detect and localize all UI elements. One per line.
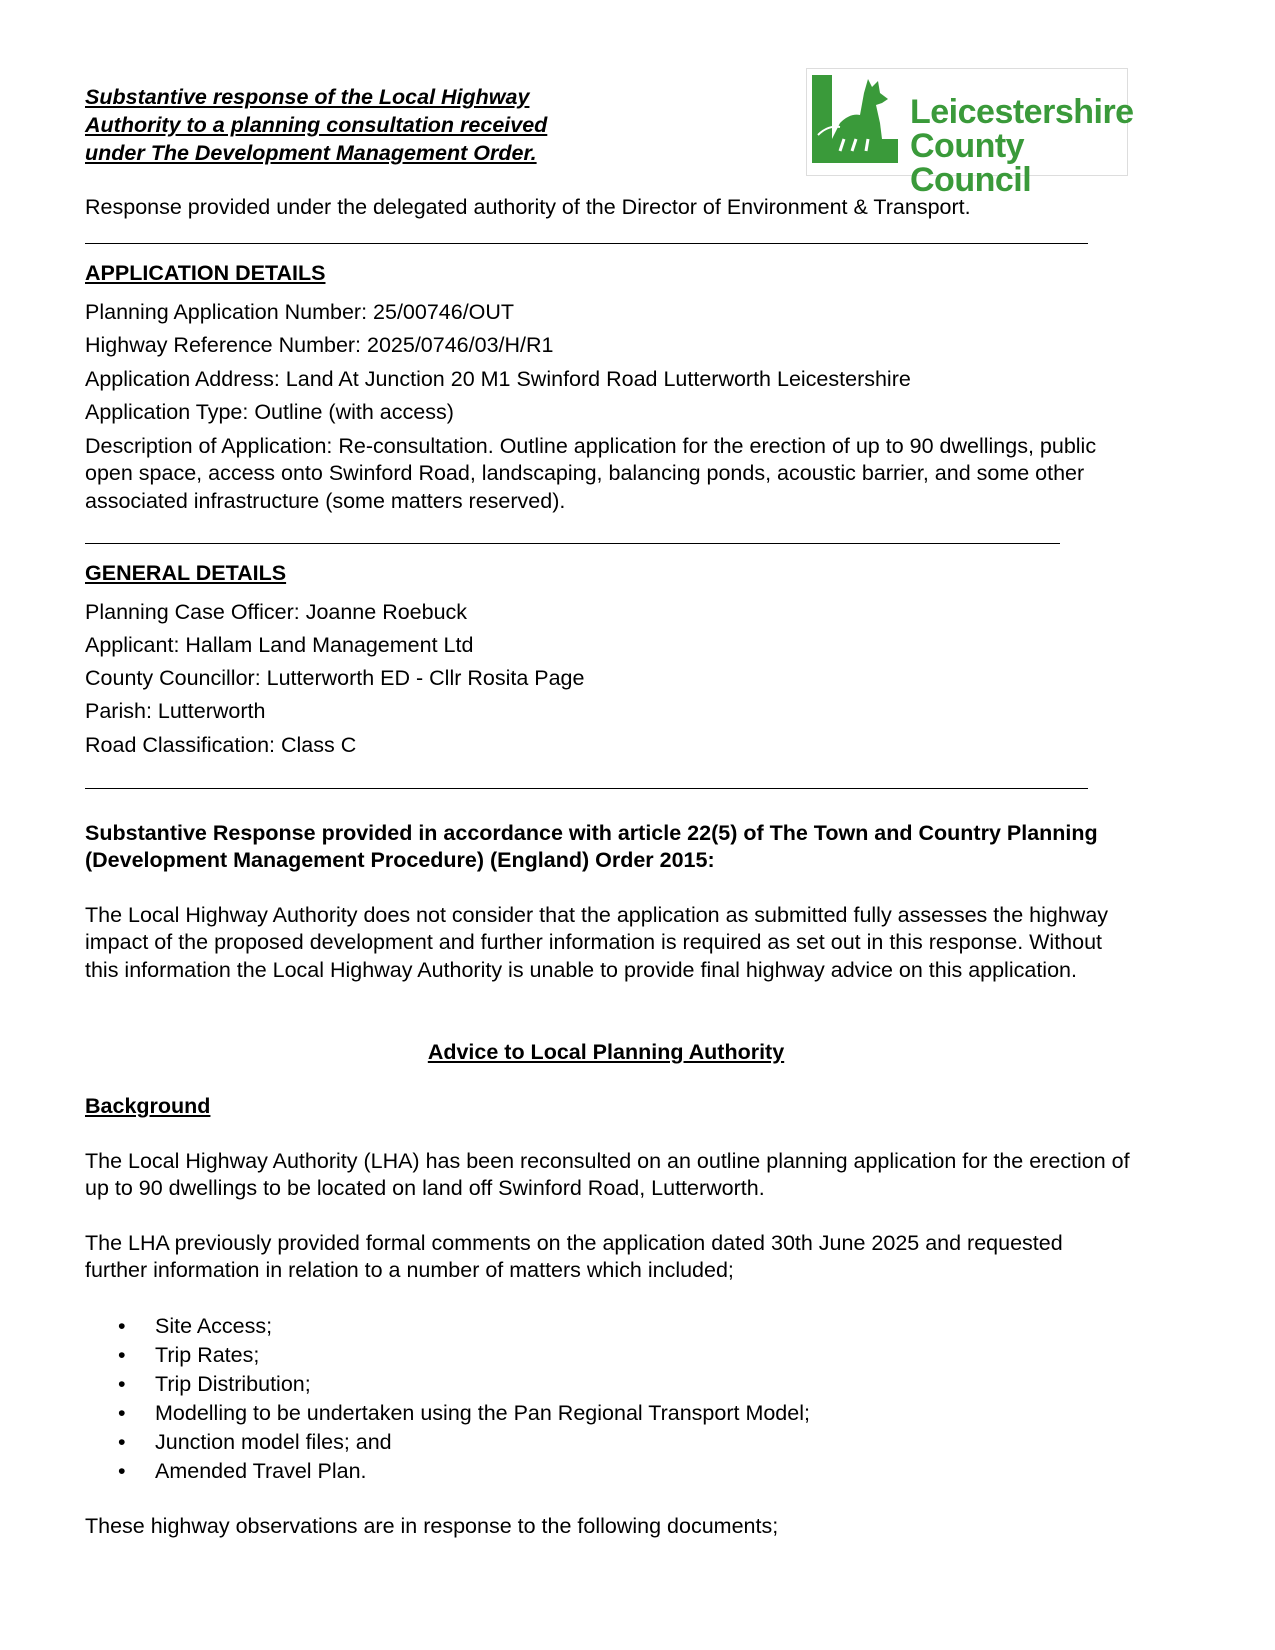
list-item: • Amended Travel Plan. — [85, 1457, 810, 1486]
list-item: • Junction model files; and — [85, 1428, 810, 1457]
application-address: Application Address: Land At Junction 20 M1 Swinford Road Lutterworth Leicestershire — [85, 367, 911, 391]
logo-line-2: County Council — [910, 127, 1032, 199]
logo-line-1: Leicestershire — [910, 93, 1134, 131]
planning-application-number: Planning Application Number: 25/00746/OUT — [85, 300, 515, 324]
county-councillor: County Councillor: Lutterworth ED - Cllr Rosita Page — [85, 666, 585, 690]
divider — [85, 543, 1060, 544]
title-line: Substantive response of the Local Highway — [85, 85, 530, 109]
background-paragraph-1: The Local Highway Authority (LHA) has been reconsulted on an outline planning application for the erection of up to 90 dwellings to be located on land off Swinford Road, Lutterworth. — [85, 1149, 1130, 1201]
application-details-heading: APPLICATION DETAILS — [85, 261, 326, 285]
background-paragraph-2: The LHA previously provided formal comments on the application dated 30th June 2025 and requested further information in relation to a number of matters which included; — [85, 1231, 1063, 1283]
fox-emblem-icon — [810, 73, 905, 169]
substantive-response-body: The Local Highway Authority does not consider that the application as submitted fully assesses the highway impact of the proposed development and further information is required as set out in this response. Without this information the Local Highway Authority is unable to provide final highway advice on this application. — [85, 903, 1109, 982]
title-line: under The Development Management Order. — [85, 141, 537, 165]
documents-intro: These highway observations are in response to the following documents; — [85, 1514, 779, 1538]
intro-text: Response provided under the delegated authority of the Director of Environment & Transport. — [85, 195, 971, 219]
requested-information-list — [85, 1312, 810, 1486]
list-item: • Modelling to be undertaken using the Pan Regional Transport Model; — [85, 1399, 810, 1428]
application-description: Description of Application: Re-consultation. Outline application for the erection of up to 90 dwellings, public open space, access onto Swinford Road, landscaping, balancing ponds, acoustic barrier, and some other associated infrastructure (some matters reserved). — [85, 434, 1097, 513]
list-item: • Trip Distribution; — [85, 1370, 810, 1399]
case-officer: Planning Case Officer: Joanne Roebuck — [85, 600, 468, 624]
parish: Parish: Lutterworth — [85, 699, 266, 723]
divider — [85, 788, 1088, 789]
background-heading: Background — [85, 1094, 211, 1118]
advice-heading-row — [0, 1039, 1212, 1066]
general-details-heading: GENERAL DETAILS — [85, 561, 287, 585]
document-title — [85, 83, 547, 167]
leicestershire-county-council-logo — [806, 68, 1134, 199]
title-line: Authority to a planning consultation received — [85, 113, 548, 137]
substantive-response-heading: Substantive Response provided in accordance with article 22(5) of The Town and Country Planning (Development Management Procedure) (England) Order 2015: — [85, 821, 1098, 873]
list-item: • Trip Rates; — [85, 1341, 810, 1370]
advice-heading: Advice to Local Planning Authority — [427, 1040, 785, 1064]
applicant: Applicant: Hallam Land Management Ltd — [85, 633, 474, 657]
list-item: • Site Access; — [85, 1312, 810, 1341]
application-type: Application Type: Outline (with access) — [85, 400, 454, 424]
logo-text — [910, 95, 1134, 197]
road-classification: Road Classification: Class C — [85, 733, 357, 757]
highway-reference-number: Highway Reference Number: 2025/0746/03/H/R1 — [85, 333, 554, 357]
divider — [85, 243, 1088, 244]
